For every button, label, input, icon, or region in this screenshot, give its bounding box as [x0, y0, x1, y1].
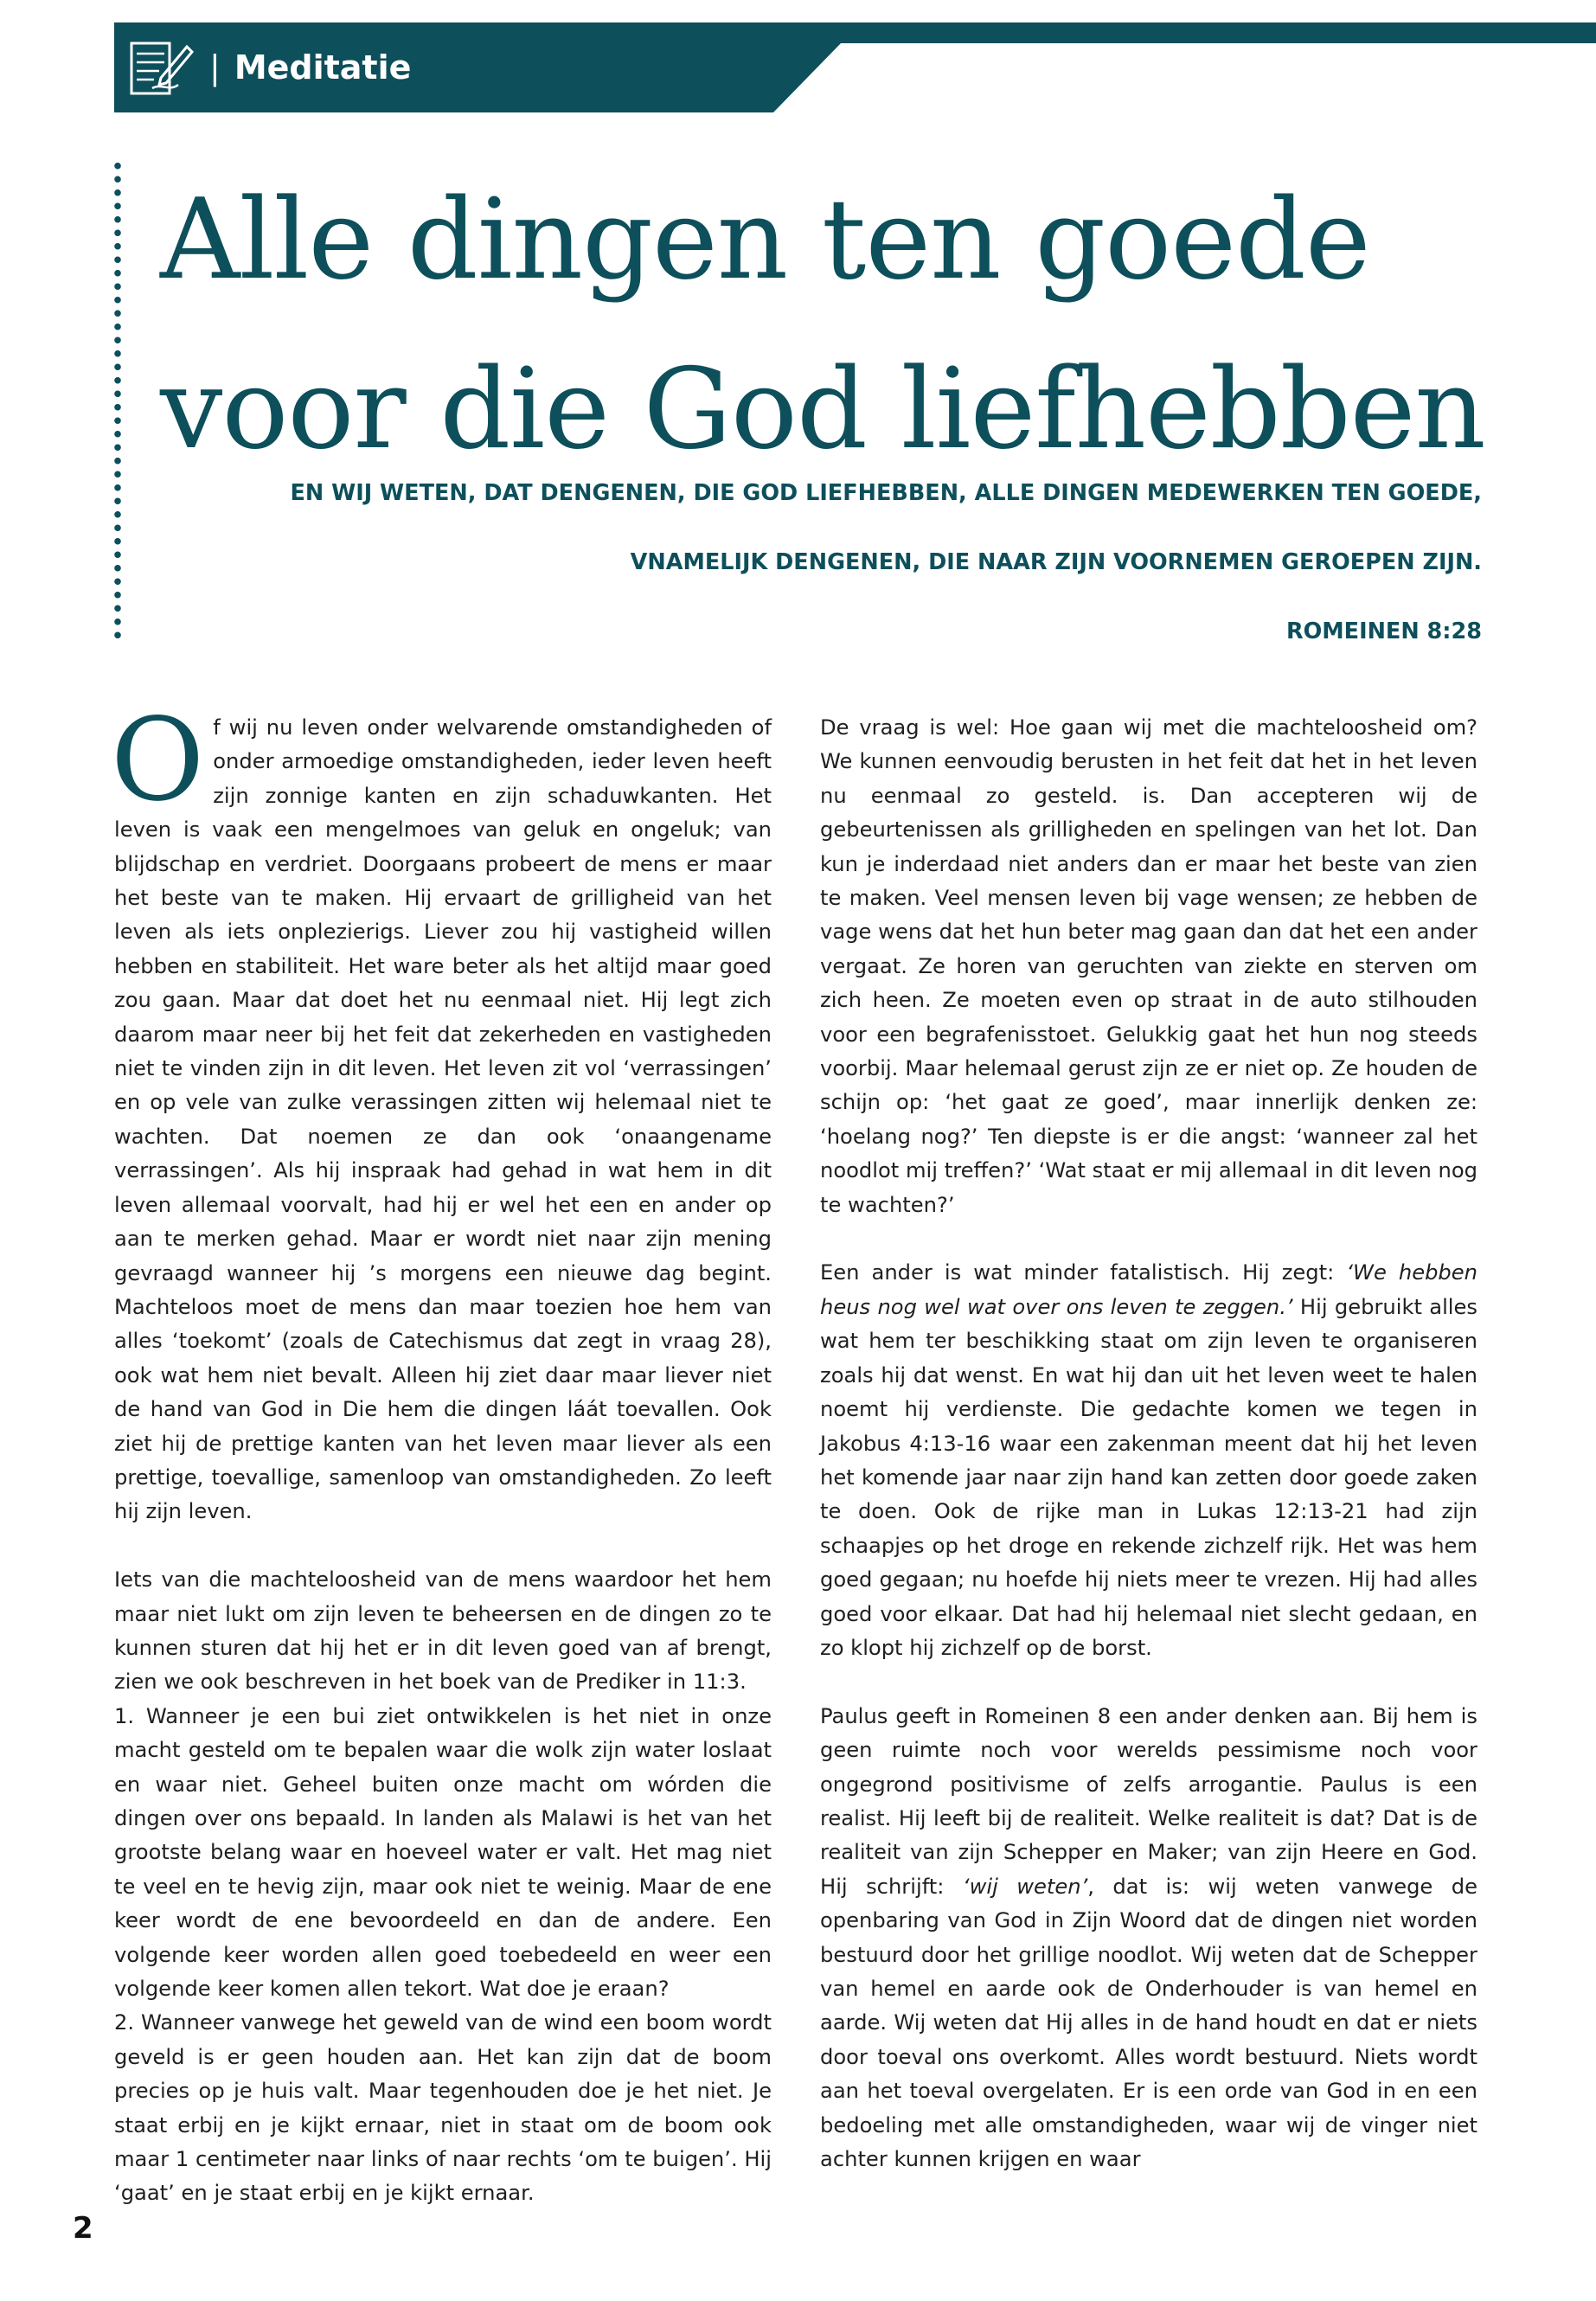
paragraph-text: , dat is: wij weten vanwege de openbaring van God in Zijn Woord dat de dingen niet worden bestuurd door het grillige noodlot. Wij weten dat de Schepper van hemel en aarde ook de Onderhouder is van hemel en aarde. Wij weten dat Hij alles in de hand houdt en dat er niets door toeval ons overkomt. Alles wordt bestuurd. Niets wordt aan het toeval overgelaten. Er is een orde van God in en een bedoeling met alle omstandigheden, waar wij de vinger niet achter kunnen krijgen en waar: [820, 1874, 1477, 2172]
page-number: 2: [73, 2211, 93, 2246]
drop-cap: O: [111, 694, 205, 827]
paragraph-text: Paulus geeft in Romeinen 8 een ander denken aan. Bij hem is geen ruimte noch voor werelds pessimisme noch voor ongegrond positivisme of zelfs arrogantie. Paulus is een realist. Hij leeft bij de realiteit. Welke realiteit is dat? Dat is de realiteit van zijn Schepper en Maker; van zijn Heere en God. Hij schrijft:: [820, 1703, 1477, 1899]
paragraph: 1. Wanneer je een bui ziet ontwikkelen is het niet in onze macht gesteld om te bepalen waar die wolk zijn water loslaat en waar niet. Geheel buiten onze macht om wórden die dingen over ons bepaald. In landen als Malawi is het van het grootste belang waar en hoeveel water er valt. Het mag niet te veel en te hevig zijn, maar ook niet te weinig. Maar de ene keer wordt de ene bevoordeeld en dan de andere. Een volgende keer worden allen goed toebedeeld en weer een volgende keer komen allen tekort. Wat doe je eraan?: [114, 1703, 772, 2002]
paragraph: 2. Wanneer vanwege het geweld van de wind een boom wordt geveld is er geen houden aan. Het kan zijn dat de boom precies op je huis valt. Maar tegenhouden doe je het niet. Je staat erbij en je kijkt ernaar, niet in staat om de boom ook maar 1 centimeter naar links of naar rechts ‘om te buigen’. Hij ‘gaat’ en je staat erbij en je kijkt ernaar.: [114, 2010, 772, 2206]
title-line-1: Alle dingen ten goede: [160, 176, 1370, 304]
header-separator: |: [209, 48, 221, 87]
paragraph-text: f wij nu leven onder welvarende omstandigheden of onder armoedige omstandigheden, ieder leven heeft zijn zonnige kanten en zijn schaduwkanten. Het leven is vaak een mengelmoes van geluk en ongeluk; van blijdschap en verdriet. Doorgaans probeert de mens er maar het beste van te maken. Hij ervaart de grilligheid van het leven als iets onplezierigs. Liever zou hij vastigheid willen hebben en stabiliteit. Het ware beter als het altijd maar goed zou gaan. Maar dat doet het nu eenmaal niet. Hij legt zich daarom maar neer bij het feit dat zekerheden en vastigheden niet te vinden zijn in dit leven. Het leven zit vol ‘verrassingen’ en op vele van zulke verassingen zitten wij helemaal niet te wachten. Dat noemen ze dan ook ‘onaangename verrassingen’. Als hij inspraak had gehad in wat hem in dit leven allemaal voorvalt, had hij er wel het een en ander op aan te merken gehad. Maar er wordt niet naar zijn mening gevraagd wanneer hij ’s morgens een nieuwe dag begint. Machteloos moet de mens dan maar toezien hoe hem van alles ‘toekomt’ (zoals de Catechismus dat zegt in vraag 28), ook wat hem niet bevalt. Alleen hij ziet daar maar liever niet de hand van God in Die hem die dingen láát toevallen. Ook ziet hij de prettige kanten van het leven maar liever als een prettige, toevallige, samenloop van omstandigheden. Zo leeft hij zijn leven.: [114, 715, 772, 1524]
dotted-vertical-rule: [113, 159, 122, 644]
verse-reference: ROMEINEN 8:28: [1285, 619, 1482, 644]
right-column: [820, 711, 1477, 2211]
paragraph: De vraag is wel: Hoe gaan wij met die machteloosheid om? We kunnen eenvoudig berusten in het feit dat het in het leven nu eenmaal zo gesteld. is. Dan accepteren wij de gebeurtenissen als grilligheden en spelingen van het lot. Dan kun je inderdaad niet anders dan er maar het beste van zien te maken. Veel mensen leven bij vage wensen; ze hebben de vage wens dat het hun beter mag gaan dan dat het een ander vergaat. Ze horen van geruchten van ziekte en sterven om zich heen. Ze moeten even op straat in de auto stilhouden voor een begrafenisstoet. Gelukkig gaat het hun nog steeds voorbij. Maar helemaal gerust zijn ze er niet op. Ze houden de schijn op: ‘het gaat ze goed’, maar innerlijk denken ze: ‘hoelang nog?’ Ten diepste is er die angst: ‘wanneer zal het noodlot mij treffen?’ ‘Wat staat er mij allemaal in dit leven nog te wachten?’: [820, 715, 1477, 1217]
verse-line-1: EN WIJ WETEN, DAT DENGENEN, DIE GOD LIEFHEBBEN, ALLE DINGEN MEDEWERKEN TEN GOEDE,: [290, 480, 1482, 506]
italic-quote: ‘We hebben heus nog wel wat over ons leven te zeggen.’: [820, 1260, 1477, 1319]
paragraph: Iets van die machteloosheid van de mens waardoor het hem maar niet lukt om zijn leven te beheersen en de dingen zo te kunnen sturen dat hij het er in dit leven goed van af brengt, zien we ook beschreven in het boek van de Prediker in 11:3.: [114, 1567, 772, 1695]
writing-document-icon: [126, 35, 195, 102]
title-line-2: voor die God liefhebben: [160, 345, 1485, 474]
section-header-bar: [114, 22, 1596, 112]
section-name: Meditatie: [234, 48, 412, 87]
paragraph: [820, 1700, 1477, 2177]
verse-line-2: VNAMELIJK DENGENEN, DIE NAAR ZIJN VOORNEMEN GEROEPEN ZIJN.: [630, 549, 1482, 575]
paragraph: [820, 1256, 1477, 1665]
article-title: [160, 156, 1509, 495]
scripture-quote: [184, 471, 1482, 679]
section-label: [209, 43, 411, 92]
italic-quote: ‘wij weten’: [962, 1874, 1088, 1899]
left-column: [111, 694, 772, 2245]
paragraph: [111, 694, 772, 1529]
paragraph-text: Hij gebruikt alles wat hem ter beschikking staat om zijn leven te organiseren zoals hij dat wenst. En wat hij dan uit het leven weet te halen noemt hij verdienste. Die gedachte komen we tegen in Jakobus 4:13-16 waar een zakenman meent dat hij het leven het komende jaar naar zijn hand kan zetten door goede zaken te doen. Ook de rijke man in Lukas 12:13-21 had zijn schaapjes op het droge en rekende zichzelf rijk. Het was hem goed gegaan; nu hoefde hij niets meer te vrezen. Hij had alles goed voor elkaar. Dat had hij helemaal niet slecht gedaan, en zo klopt hij zichzelf op de borst.: [820, 1294, 1478, 1660]
paragraph-text: Een ander is wat minder fatalistisch. Hij zegt:: [820, 1260, 1347, 1285]
